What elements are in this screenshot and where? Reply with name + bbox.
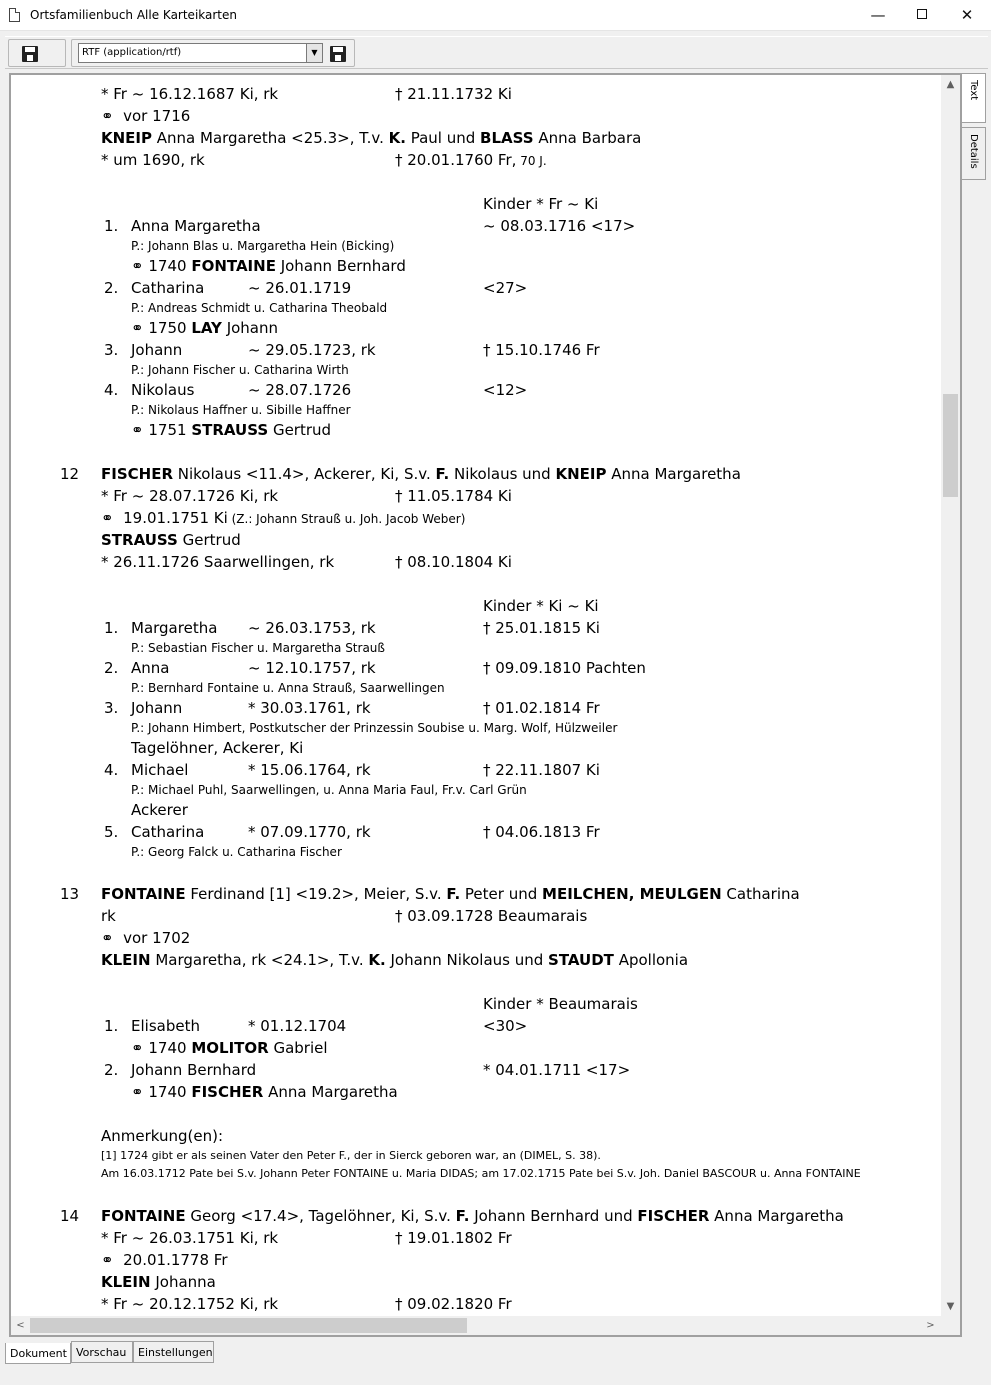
spouse-mother: Anna Barbara bbox=[533, 129, 642, 147]
spouse-birth: * Fr ~ 20.12.1752 Ki, rk bbox=[101, 1295, 279, 1313]
child-marriage-surname: FISCHER bbox=[191, 1083, 264, 1101]
child-name: Catharina bbox=[131, 823, 205, 841]
marriage-icon bbox=[131, 1083, 144, 1101]
spouse-birth: * um 1690, rk bbox=[101, 151, 205, 169]
child-info: † 01.02.1814 Fr bbox=[483, 699, 600, 717]
child-marriage bbox=[131, 257, 406, 275]
maximize-button[interactable] bbox=[899, 0, 945, 31]
child-name: Anna Margaretha bbox=[131, 217, 261, 235]
mother-surname: KNEIP bbox=[555, 465, 607, 483]
child-name: Anna bbox=[131, 659, 170, 677]
child-name: Johann bbox=[131, 341, 183, 359]
spouse-father-initial: K. bbox=[368, 951, 386, 969]
child-marriage-name: Gabriel bbox=[268, 1039, 328, 1057]
spouse-father-initial: K. bbox=[388, 129, 406, 147]
marriage-line bbox=[101, 107, 190, 125]
format-select[interactable] bbox=[78, 43, 323, 63]
head-surname: FONTAINE bbox=[101, 1207, 186, 1225]
death-line: † 03.09.1728 Beaumarais bbox=[395, 907, 588, 925]
child-marriage bbox=[131, 421, 331, 439]
spouse-line bbox=[101, 129, 641, 147]
child-marriage-year: 1740 bbox=[148, 257, 187, 275]
child-marriage bbox=[131, 1083, 398, 1101]
child-number: 3. bbox=[104, 341, 119, 359]
marriage-line bbox=[101, 509, 465, 527]
child-marriage bbox=[131, 319, 278, 337]
document-view bbox=[9, 73, 962, 1337]
child-info: ~ 08.03.1716 <17> bbox=[483, 217, 636, 235]
tab-details[interactable] bbox=[962, 127, 986, 180]
child-number: 4. bbox=[104, 381, 119, 399]
toolbar bbox=[5, 36, 988, 69]
child-number: 1. bbox=[104, 217, 119, 235]
tab-einstellungen[interactable]: Einstellungen bbox=[133, 1341, 214, 1363]
child-info: † 15.10.1746 Fr bbox=[483, 341, 600, 359]
spouse-line bbox=[101, 951, 688, 969]
vertical-scroll-thumb[interactable] bbox=[943, 394, 958, 497]
family-number: 12 bbox=[60, 465, 80, 483]
father-name: Nikolaus und bbox=[449, 465, 556, 483]
child-name: Elisabeth bbox=[131, 1017, 200, 1035]
spouse-death-date: † 20.01.1760 Fr, bbox=[395, 151, 517, 169]
mother-surname: FISCHER bbox=[637, 1207, 710, 1225]
father-initial: F. bbox=[455, 1207, 470, 1225]
spouse-birth: * 26.11.1726 Saarwellingen, rk bbox=[101, 553, 335, 571]
save-icon[interactable] bbox=[22, 46, 38, 62]
marriage-line bbox=[101, 929, 190, 947]
child-number: 1. bbox=[104, 1017, 119, 1035]
window-title: Ortsfamilienbuch Alle Karteikarten bbox=[30, 8, 237, 22]
child-marriage-name: Johann bbox=[221, 319, 279, 337]
spouse-name: Gertrud bbox=[177, 531, 241, 549]
child-marriage-surname: MOLITOR bbox=[191, 1039, 269, 1057]
close-button[interactable]: ✕ bbox=[960, 6, 974, 24]
child-marriage-year: 1750 bbox=[148, 319, 187, 337]
spouse-name: Anna Margaretha <25.3>, T.v. bbox=[152, 129, 389, 147]
birth-line: rk bbox=[101, 907, 116, 925]
child-number: 1. bbox=[104, 619, 119, 637]
child-info: † 22.11.1807 Ki bbox=[483, 761, 600, 779]
child-info: † 04.06.1813 Fr bbox=[483, 823, 600, 841]
marriage-line bbox=[101, 1251, 227, 1269]
spouse-name: Johanna bbox=[150, 1273, 216, 1291]
child-date: * 30.03.1761, rk bbox=[248, 699, 371, 717]
child-marriage-year: 1751 bbox=[148, 421, 187, 439]
spouse-name: Margaretha, rk <24.1>, T.v. bbox=[150, 951, 369, 969]
chevron-down-icon[interactable]: ▼ bbox=[306, 44, 322, 62]
spouse-line bbox=[101, 531, 241, 549]
marriage-icon bbox=[131, 1039, 144, 1057]
note-line: Am 16.03.1712 Pate bei S.v. Johann Peter FONTAINE u. Maria DIDAS; am 17.02.1715 Pate bei S.v. Joh. Daniel BASCOUR u. Anna FONTAINE bbox=[101, 1167, 861, 1180]
child-date: ~ 26.03.1753, rk bbox=[248, 619, 376, 637]
family-number: 13 bbox=[60, 885, 80, 903]
document-content[interactable] bbox=[11, 75, 941, 1316]
father-name: Johann Bernhard und bbox=[469, 1207, 638, 1225]
spouse-surname: KLEIN bbox=[101, 1273, 151, 1291]
spouse-death: † 08.10.1804 Ki bbox=[395, 553, 512, 571]
child-marriage-surname: STRAUSS bbox=[191, 421, 269, 439]
child-number: 3. bbox=[104, 699, 119, 717]
horizontal-scroll-thumb[interactable] bbox=[30, 1318, 467, 1333]
child-name: Michael bbox=[131, 761, 189, 779]
child-godparents: P.: Michael Puhl, Saarwellingen, u. Anna Maria Faul, Fr.v. Carl Grün bbox=[131, 783, 527, 797]
head-name: Ferdinand [1] <19.2>, Meier, S.v. bbox=[185, 885, 447, 903]
child-name: Catharina bbox=[131, 279, 205, 297]
child-number: 2. bbox=[104, 279, 119, 297]
marriage-witness: (Z.: Johann Strauß u. Joh. Jacob Weber) bbox=[227, 512, 466, 526]
spouse-line bbox=[101, 1273, 216, 1291]
child-info: <12> bbox=[483, 381, 528, 399]
child-godparents: P.: Andreas Schmidt u. Catharina Theobald bbox=[131, 301, 388, 315]
child-marriage-name: Anna Margaretha bbox=[263, 1083, 398, 1101]
children-header: Kinder * Fr ~ Ki bbox=[483, 195, 599, 213]
child-marriage-name: Gertrud bbox=[268, 421, 332, 439]
spouse-father: Paul und bbox=[405, 129, 481, 147]
child-number: 2. bbox=[104, 659, 119, 677]
child-name: Nikolaus bbox=[131, 381, 195, 399]
vertical-scrollbar[interactable] bbox=[941, 75, 960, 1316]
marriage-icon bbox=[101, 509, 114, 527]
mother-surname: MEILCHEN, MEULGEN bbox=[542, 885, 722, 903]
marriage-icon bbox=[101, 107, 114, 125]
marriage-date: 20.01.1778 Fr bbox=[123, 1251, 228, 1269]
family-head bbox=[101, 885, 800, 903]
horizontal-scrollbar[interactable] bbox=[11, 1316, 960, 1335]
father-initial: F. bbox=[435, 465, 450, 483]
child-date: * 01.12.1704 bbox=[248, 1017, 347, 1035]
spouse-death bbox=[395, 151, 547, 169]
child-godparents: P.: Johann Blas u. Margaretha Hein (Bicking) bbox=[131, 239, 395, 253]
mother-name: Anna Margaretha bbox=[606, 465, 741, 483]
maximize-icon bbox=[917, 9, 927, 19]
death-line: † 11.05.1784 Ki bbox=[395, 487, 512, 505]
scroll-right-icon[interactable]: > bbox=[926, 1320, 935, 1331]
family-head bbox=[101, 1207, 844, 1225]
death-line: † 21.11.1732 Ki bbox=[395, 85, 512, 103]
father-name: Peter und bbox=[460, 885, 543, 903]
spouse-age: 70 J. bbox=[516, 154, 547, 168]
mother-name: Anna Margaretha bbox=[709, 1207, 844, 1225]
birth-line: * Fr ~ 26.03.1751 Ki, rk bbox=[101, 1229, 279, 1247]
child-occupation: Tagelöhner, Ackerer, Ki bbox=[131, 739, 304, 757]
spouse-surname: KLEIN bbox=[101, 951, 151, 969]
child-marriage-name: Johann Bernhard bbox=[275, 257, 406, 275]
spouse-mother-surname: BLASS bbox=[480, 129, 534, 147]
child-marriage-surname: LAY bbox=[191, 319, 222, 337]
child-number: 2. bbox=[104, 1061, 119, 1079]
toolbar-group-export bbox=[71, 39, 355, 67]
marriage-date: vor 1716 bbox=[123, 107, 191, 125]
toolbar-group-save bbox=[8, 39, 66, 67]
child-godparents: P.: Georg Falck u. Catharina Fischer bbox=[131, 845, 342, 859]
spouse-father: Johann Nikolaus und bbox=[385, 951, 549, 969]
child-info: <30> bbox=[483, 1017, 528, 1035]
marriage-icon bbox=[131, 421, 144, 439]
marriage-icon bbox=[101, 1251, 114, 1269]
spouse-surname: STRAUSS bbox=[101, 531, 178, 549]
child-number: 5. bbox=[104, 823, 119, 841]
tab-dokument[interactable]: Dokument bbox=[5, 1343, 71, 1364]
marriage-icon bbox=[101, 929, 114, 947]
note-line: [1] 1724 gibt er als seinen Vater den Peter F., der in Sierck geboren war, an (DIMEL, S. 38). bbox=[101, 1149, 601, 1162]
child-godparents: P.: Bernhard Fontaine u. Anna Strauß, Saarwellingen bbox=[131, 681, 445, 695]
head-surname: FONTAINE bbox=[101, 885, 186, 903]
document-icon bbox=[9, 8, 20, 22]
child-date: * 07.09.1770, rk bbox=[248, 823, 371, 841]
child-marriage-year: 1740 bbox=[148, 1039, 187, 1057]
spouse-surname: KNEIP bbox=[101, 129, 152, 147]
child-occupation: Ackerer bbox=[131, 801, 188, 819]
marriage-date: 19.01.1751 Ki bbox=[123, 509, 228, 527]
child-name: Johann Bernhard bbox=[131, 1061, 257, 1079]
child-date: ~ 28.07.1726 bbox=[248, 381, 352, 399]
tab-details-label: Details bbox=[968, 134, 979, 169]
child-number: 4. bbox=[104, 761, 119, 779]
child-godparents: P.: Johann Fischer u. Catharina Wirth bbox=[131, 363, 349, 377]
child-info: † 25.01.1815 Ki bbox=[483, 619, 600, 637]
child-date: ~ 26.01.1719 bbox=[248, 279, 352, 297]
tab-text-label: Text bbox=[968, 80, 979, 101]
tab-vorschau[interactable]: Vorschau bbox=[71, 1341, 133, 1363]
child-info: <27> bbox=[483, 279, 528, 297]
format-select-value: RTF (application/rtf) bbox=[82, 47, 182, 58]
spouse-mother: Apollonia bbox=[613, 951, 689, 969]
export-save-icon[interactable] bbox=[330, 46, 346, 62]
scroll-left-icon[interactable]: < bbox=[16, 1320, 25, 1331]
child-marriage-surname: FONTAINE bbox=[191, 257, 276, 275]
spouse-mother-surname: STAUDT bbox=[548, 951, 614, 969]
birth-line: * Fr ~ 28.07.1726 Ki, rk bbox=[101, 487, 279, 505]
child-info: * 04.01.1711 <17> bbox=[483, 1061, 631, 1079]
children-header: Kinder * Beaumarais bbox=[483, 995, 638, 1013]
mother-name: Catharina bbox=[721, 885, 800, 903]
birth-line: * Fr ~ 16.12.1687 Ki, rk bbox=[101, 85, 279, 103]
scroll-down-icon[interactable]: ▼ bbox=[946, 1301, 955, 1312]
family-head bbox=[101, 465, 741, 483]
family-number: 14 bbox=[60, 1207, 80, 1225]
children-header: Kinder * Ki ~ Ki bbox=[483, 597, 599, 615]
scroll-up-icon[interactable]: ▲ bbox=[946, 79, 955, 90]
child-marriage bbox=[131, 1039, 328, 1057]
child-date: * 15.06.1764, rk bbox=[248, 761, 371, 779]
minimize-button[interactable]: — bbox=[870, 6, 886, 24]
head-surname: FISCHER bbox=[101, 465, 173, 483]
child-info: † 09.09.1810 Pachten bbox=[483, 659, 646, 677]
notes-header: Anmerkung(en): bbox=[101, 1127, 224, 1145]
head-name: Nikolaus <11.4>, Ackerer, Ki, S.v. bbox=[173, 465, 436, 483]
father-initial: F. bbox=[446, 885, 461, 903]
death-line: † 19.01.1802 Fr bbox=[395, 1229, 512, 1247]
marriage-icon bbox=[131, 319, 144, 337]
title-bar bbox=[0, 0, 991, 31]
spouse-death: † 09.02.1820 Fr bbox=[395, 1295, 512, 1313]
head-name: Georg <17.4>, Tagelöhner, Ki, S.v. bbox=[185, 1207, 456, 1225]
child-godparents: P.: Johann Himbert, Postkutscher der Prinzessin Soubise u. Marg. Wolf, Hülzweiler bbox=[131, 721, 618, 735]
child-godparents: P.: Nikolaus Haffner u. Sibille Haffner bbox=[131, 403, 351, 417]
child-name: Margaretha bbox=[131, 619, 218, 637]
child-godparents: P.: Sebastian Fischer u. Margaretha Strauß bbox=[131, 641, 385, 655]
child-name: Johann bbox=[131, 699, 183, 717]
marriage-icon bbox=[131, 257, 144, 275]
child-date: ~ 29.05.1723, rk bbox=[248, 341, 376, 359]
marriage-date: vor 1702 bbox=[123, 929, 191, 947]
child-date: ~ 12.10.1757, rk bbox=[248, 659, 376, 677]
tab-text[interactable] bbox=[962, 73, 986, 123]
child-marriage-year: 1740 bbox=[148, 1083, 187, 1101]
